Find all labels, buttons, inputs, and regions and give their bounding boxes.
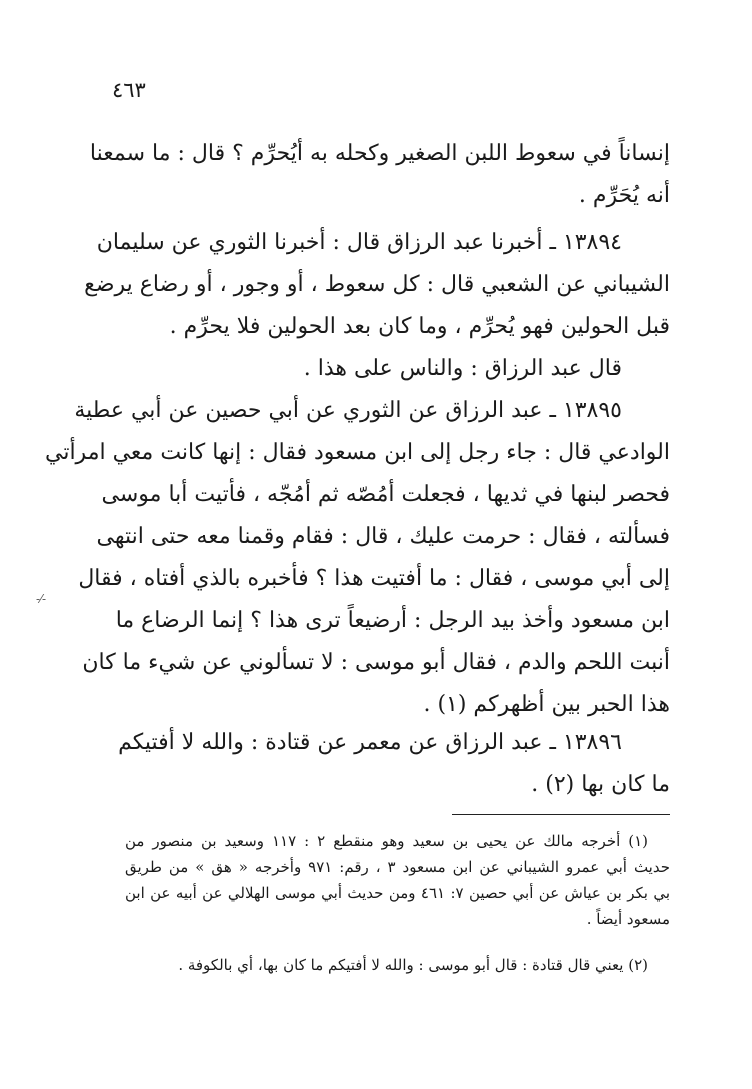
hadith-13895 (44, 390, 670, 726)
footnote-line: (١) أخرجه مالك عن يحيى بن سعيد وهو منقطع ٢ : ١١٧ وسعيد بن منصور من (125, 832, 649, 850)
page-number: ٤٦٣ (112, 78, 146, 102)
text-line: الشيباني عن الشعبي قال : كل سعوط ، أو وجور ، أو رضاع يرضع (84, 272, 670, 297)
footnote-1 (125, 828, 670, 932)
text-line: فسألته ، فقال : حرمت عليك ، قال : فقام وقمنا معه حتى انتهى (96, 524, 670, 549)
footnote-line: بي بكر بن عياش عن أبي حصين ٧: ٤٦١ ومن حديث أبي موسى الهلالي عن أبيه عن ابن (125, 884, 670, 902)
text-line: ١٣٨٩٦ ـ عبد الرزاق عن معمر عن قتادة : والله لا أفتيكم (118, 730, 622, 755)
text-line: هذا الحبر بين أظهركم (١) . (423, 692, 670, 717)
footnote-line: حديث أبي عمرو الشيباني عن ابن مسعود ٣ ، رقم: ٩٧١ وأخرجه « هق » من طريق (125, 858, 670, 876)
text-line: ١٣٨٩٥ ـ عبد الرزاق عن الثوري عن أبي حصين عن أبي عطية (74, 398, 622, 423)
paragraph-continuation (89, 133, 670, 217)
text-line: الوادعي قال : جاء رجل إلى ابن مسعود فقال : إنها كانت معي امرأتي (44, 440, 670, 465)
text-line: ١٣٨٩٤ ـ أخبرنا عبد الرزاق قال : أخبرنا الثوري عن سليمان (96, 230, 622, 255)
footnote-2 (125, 952, 670, 978)
text-line: أنه يُحَرِّم . (578, 183, 670, 208)
text-line: ابن مسعود وأخذ بيد الرجل : أرضيعاً ترى هذا ؟ إنما الرضاع ما (115, 608, 670, 633)
footnote-line: مسعود أيضاً . (586, 910, 670, 928)
text-line: قبل الحولين فهو يُحرِّم ، وما كان بعد الحولين فلا يحرِّم . (169, 314, 670, 339)
footnote-line: (٢) يعني قال قتادة : قال أبو موسى : والله لا أفتيكم ما كان بها، أي بالكوفة . (178, 956, 648, 974)
text-line: فحصر لبنها في ثديها ، فجعلت أمُصّه ثم أمُجّه ، فأتيت أبا موسى (101, 482, 670, 507)
text-line: إنساناً في سعوط اللبن الصغير وكحله به أيُحرِّم ؟ قال : ما سمعنا (89, 141, 670, 166)
footnote-divider (452, 814, 670, 815)
text-line: ما كان بها (٢) . (531, 772, 670, 797)
text-line: إلى أبي موسى ، فقال : ما أفتيت هذا ؟ فأخبره بالذي أفتاه ، فقال (78, 566, 670, 591)
margin-mark: -⁄- (36, 592, 47, 606)
hadith-13896 (118, 722, 670, 806)
text-line: أنبت اللحم والدم ، فقال أبو موسى : لا تسألوني عن شيء ما كان (82, 650, 670, 675)
hadith-13894 (84, 222, 670, 390)
text-line: قال عبد الرزاق : والناس على هذا . (303, 356, 622, 381)
